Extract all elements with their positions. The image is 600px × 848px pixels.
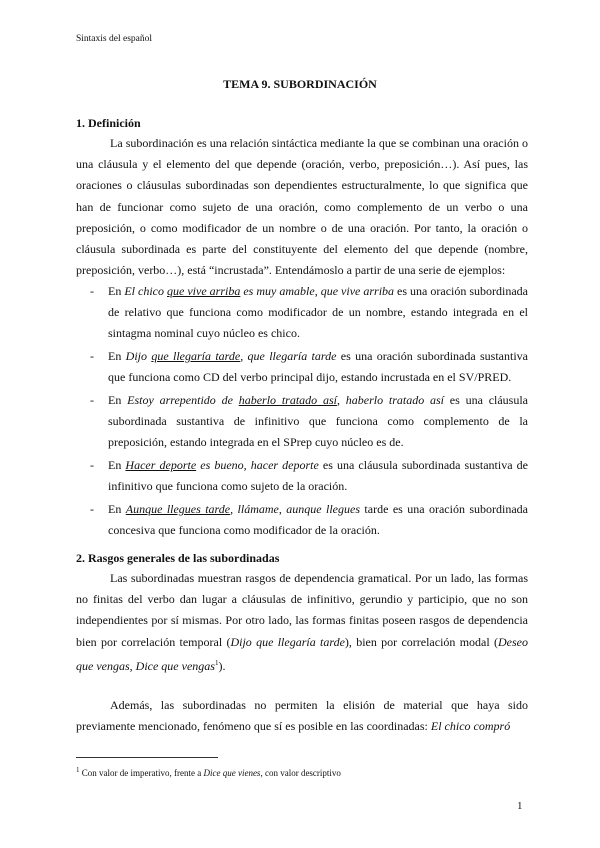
footnote-text-a: Con valor de imperativo, frente a — [79, 768, 204, 778]
rasgos-p2-text: Además, las subordinadas no permiten la elisión de material que haya sido previamente mencionado, fenómeno que sí es posible en las coordinadas: — [76, 698, 528, 734]
rasgos-example-3: Dice que vengas — [135, 658, 215, 673]
example-sentence-underlined: Hacer deporte — [125, 458, 197, 473]
example-explanation: es una oración subordinada sustantiva que funciona como CD del verbo principal dijo, estando incrustada en el SV/PRED. — [108, 349, 529, 385]
bullet-dash: - — [90, 393, 94, 408]
example-mid: , — [278, 502, 287, 517]
rasgos-text-d: ). — [218, 658, 226, 673]
page-number: 1 — [517, 800, 523, 812]
example-mid: , — [243, 458, 251, 473]
example-explanation: es una oración subordinada de relativo que funciona como modificador de un nombre, estando integrada en el sintagma nominal cuyo núcleo es chico. — [108, 284, 529, 341]
rasgos-example-1: Dijo que llegaría tarde — [230, 634, 345, 649]
example-quote: que llegaría tarde — [247, 349, 337, 364]
rasgos-p2-example: El chico compró — [430, 719, 511, 734]
example-list — [76, 281, 528, 543]
example-sentence-pre: El chico — [124, 284, 168, 298]
example-sentence-post: es muy amable — [240, 284, 315, 298]
bullet-dash: - — [90, 349, 94, 364]
example-item — [76, 455, 528, 497]
example-sentence-post: es bueno — [196, 458, 244, 473]
definition-paragraph: La subordinación es una relación sintáctica mediante la que se combinan una oración o una cláusula y el elemento del que depende (oración, verbo, preposición…). Así pues, las oraciones o cláusulas subordinadas son dependientes estructuralmente, lo que significa que han de funcionar como sujeto de una oración, como complemento de un verbo o una preposición, o como modificador de un nombre o de una oración. Por tanto, la oración o cláusula subordinada es parte del constituyente del elemento del que depende (nombre, preposición, verbo…), está “incrustada”. Entendámoslo a partir de una serie de ejemplos: — [76, 136, 528, 278]
example-quote: que vive arriba — [320, 284, 395, 298]
example-sentence-underlined: que vive arriba — [167, 284, 241, 298]
section-heading-rasgos: 2. Rasgos generales de las subordinadas — [76, 551, 280, 565]
footnote-number: 1 — [76, 766, 80, 774]
example-explanation: es una cláusula subordinada sustantiva de infinitivo que funciona como complemento de la preposición, estando integrada en el SPrep cuyo núcleo es de. — [108, 393, 529, 450]
bullet-dash: - — [90, 502, 94, 517]
example-lead: En — [108, 393, 128, 408]
section-heading-definicion: 1. Definición — [76, 116, 141, 130]
running-head: Sintaxis del español — [76, 34, 152, 44]
rasgos-paragraph-2 — [76, 695, 528, 737]
example-sentence-pre: Estoy arrepentido de — [127, 393, 239, 408]
example-quote: hacer deporte — [250, 458, 319, 473]
example-item — [76, 281, 528, 345]
example-sentence-post: , llámame — [230, 502, 279, 517]
example-item — [76, 390, 528, 454]
example-quote: haberlo tratado así — [345, 393, 444, 408]
example-sentence-pre: Dijo — [125, 349, 152, 364]
example-lead: En — [108, 502, 126, 517]
example-sentence-underlined: haberlo tratado así — [238, 393, 337, 408]
example-mid: , — [314, 284, 321, 298]
rasgos-text-a: Las subordinadas muestran rasgos de dependencia gramatical. Por un lado, las formas no finitas del verbo dan lugar a cláusulas de infinitivo, gerundio y participio, que no son independientes por sí mismas. Por otro lado, las formas finitas poseen rasgos de dependencia bien por correlación temporal ( — [76, 571, 528, 649]
example-lead: En — [108, 349, 126, 364]
example-lead: En — [108, 284, 125, 298]
example-item — [76, 346, 528, 388]
footnote-ref[interactable]: 1 — [214, 658, 219, 667]
example-item — [76, 499, 528, 541]
example-mid: , — [336, 393, 346, 408]
example-explanation: es una cláusula subordinada sustantiva de infinitivo que funciona como sujeto de la oración. — [108, 458, 528, 494]
example-sentence-underlined: que llegaría tarde — [151, 349, 241, 364]
footnote-example: Dice que vienes — [203, 768, 261, 778]
page-title: TEMA 9. SUBORDINACIÓN — [223, 77, 377, 91]
rasgos-text-c: , — [129, 658, 136, 673]
example-quote: aunque llegues — [286, 502, 361, 517]
rasgos-example-2: Deseo que vengas — [76, 634, 528, 673]
rasgos-text-b: ), bien por correlación modal ( — [344, 634, 498, 649]
example-lead: En — [108, 458, 126, 473]
example-explanation: tarde es una oración subordinada concesiva que funciona como modificador de la oración. — [108, 502, 529, 538]
footnote-divider — [76, 757, 218, 758]
bullet-dash: - — [90, 458, 94, 473]
bullet-dash: - — [90, 284, 94, 298]
footnote — [76, 766, 341, 778]
rasgos-paragraph-1 — [76, 568, 528, 677]
footnote-text-b: , con valor descriptivo — [260, 768, 341, 778]
example-mid: , — [240, 349, 248, 364]
example-sentence-underlined: Aunque llegues tarde — [125, 502, 231, 517]
